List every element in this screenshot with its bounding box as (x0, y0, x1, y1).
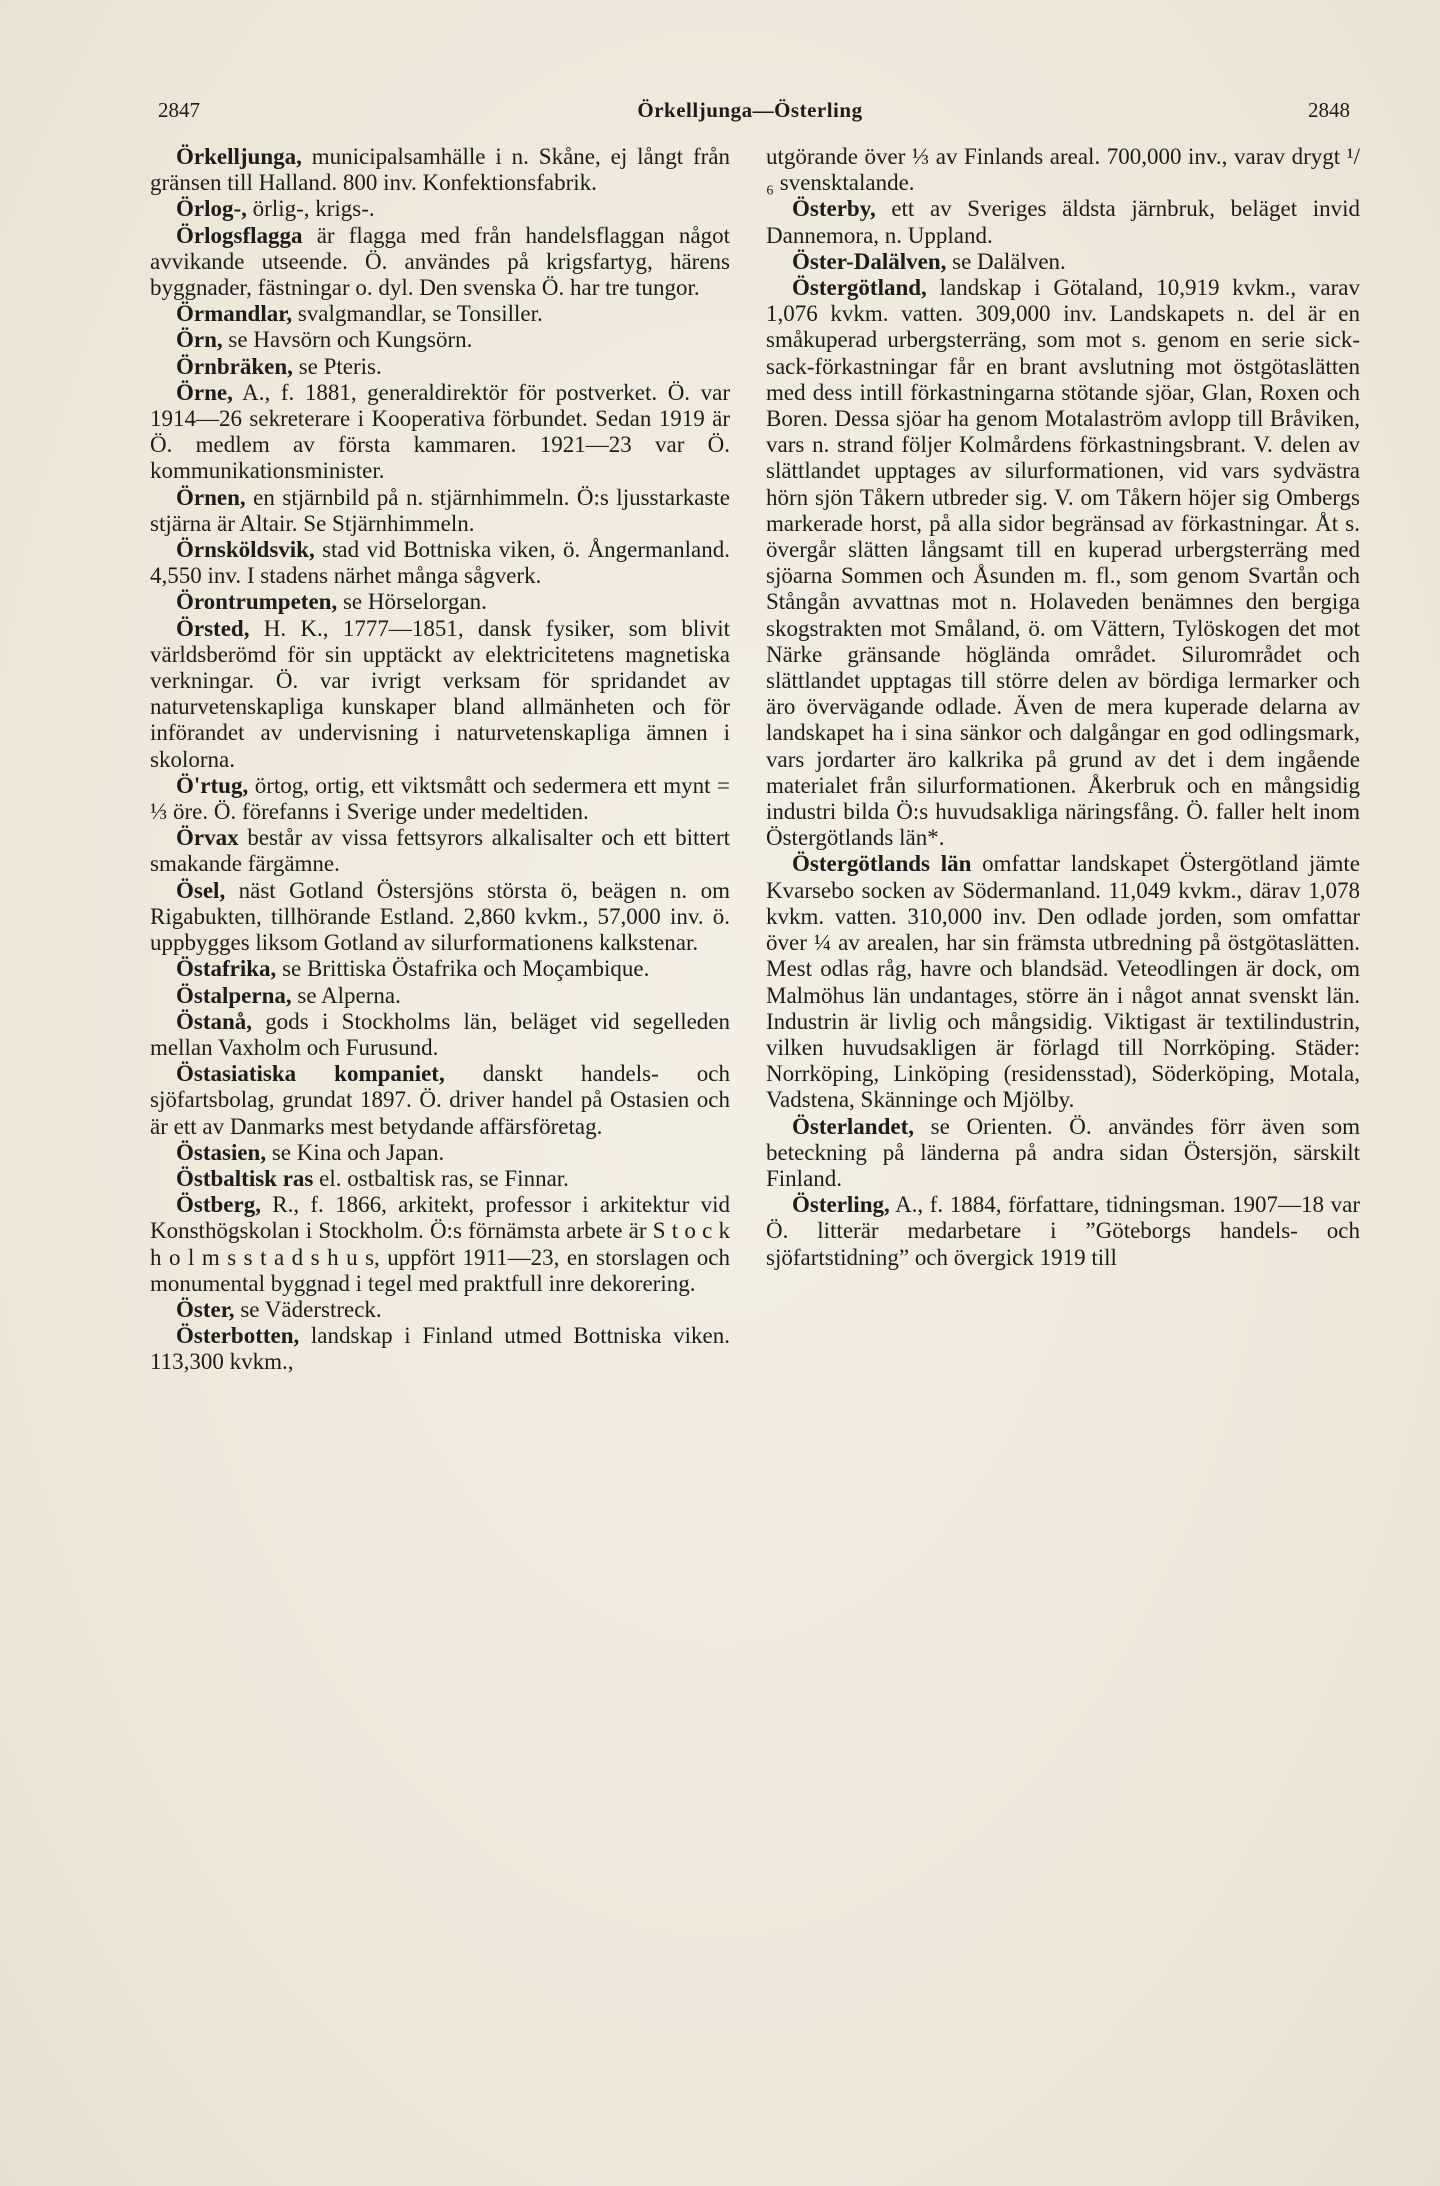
entry-headword: Örlog-, (176, 196, 247, 222)
page-header (150, 98, 1350, 132)
entry-text: danskt handels- och sjöfartsbolag, grundat 1897. Ö. driver handel på Ostasien och är ett av Danmarks mest betydande affärsföretag. (150, 1061, 730, 1139)
dictionary-entry (766, 1114, 1360, 1193)
dictionary-entry (150, 537, 730, 589)
entry-text: el. ostbaltisk ras, se Finnar. (313, 1165, 569, 1191)
entry-text: A., f. 1881, generaldirektör för postverket. Ö. var 1914—26 sekreterare i Kooperativa förbundet. Sedan 1919 är Ö. medlem av första kammaren. 1921—23 var Ö. kommunikationsminister. (150, 379, 730, 484)
dictionary-entry (150, 1192, 730, 1297)
dictionary-entry (150, 327, 730, 353)
entry-text: se Kina och Japan. (266, 1139, 445, 1165)
entry-text: landskap i Finland utmed Bottniska viken. 113,300 kvkm., (150, 1323, 730, 1375)
entry-headword: Örsted, (176, 615, 250, 641)
dictionary-entry (150, 1009, 730, 1061)
entry-text: se Brittiska Östafrika och Moçambique. (276, 956, 650, 982)
entry-text: är flagga med från handelsflaggan något avvikande utseende. Ö. användes på krigsfartyg, härens byggnader, fästningar o. dyl. Den svenska Ö. har tre tungor. (150, 222, 730, 301)
entry-headword: Örlogsflagga (176, 222, 303, 248)
entry-text: svalgmandlar, se Tonsiller. (292, 301, 543, 327)
entry-headword: Örnen, (176, 484, 246, 510)
entry-text: se Hörselorgan. (337, 589, 487, 615)
dictionary-entry (150, 380, 730, 485)
dictionary-entry (150, 301, 730, 327)
right-column (766, 144, 1360, 1271)
dictionary-entry (150, 878, 730, 957)
entry-text: A., f. 1884, författare, tidningsman. 1907—18 var Ö. litterär medarbetare i ”Göteborgs handels- och sjöfartstidning” och övergick 1919 till (766, 1192, 1360, 1270)
entry-text: näst Gotland Östersjöns största ö, beägen n. om Rigabukten, tillhörande Estland. 2,860 kvkm., 57,000 inv. ö. uppbygges liksom Gotland av silurformationens kalkstenar. (150, 877, 730, 956)
dictionary-entry (766, 851, 1360, 1113)
entry-headword: Österby, (792, 196, 876, 222)
dictionary-entry (150, 1166, 730, 1192)
entry-headword: Österbotten, (176, 1323, 300, 1349)
entry-text: utgörande över ⅓ av Finlands areal. 700,000 inv., varav drygt ¹/₆ svensktalande. (766, 144, 1360, 196)
entry-headword: Östbaltisk ras (176, 1165, 314, 1191)
dictionary-entry (150, 1323, 730, 1375)
entry-headword: Österlandet, (792, 1113, 915, 1139)
entry-headword: Ö'rtug, (176, 772, 249, 798)
entry-headword: Örvax (176, 825, 239, 851)
dictionary-entry (150, 223, 730, 302)
entry-text: örtog, ortig, ett viktsmått och sedermera ett mynt = ⅓ öre. Ö. förefanns i Sverige under medeltiden. (150, 772, 730, 825)
entry-text: se Orienten. Ö. användes förr även som beteckning på länderna på andra sidan Östersjön, särskilt Finland. (766, 1113, 1360, 1191)
entry-headword: Ösel, (176, 877, 226, 903)
dictionary-entry (150, 983, 730, 1009)
entry-headword: Öster, (176, 1296, 235, 1322)
entry-headword: Örontrumpeten, (176, 589, 338, 615)
entry-headword: Örne, (176, 379, 233, 405)
entry-text: stad vid Bottniska viken, ö. Ångermanland. 4,550 inv. I stadens närhet många sågverk. (150, 537, 730, 589)
entry-headword: Österling, (792, 1192, 890, 1218)
entry-headword: Östergötlands län (792, 851, 972, 877)
dictionary-entry (150, 196, 730, 222)
entry-text: gods i Stockholms län, beläget vid segelleden mellan Vaxholm och Furusund. (150, 1008, 730, 1060)
dictionary-entry (150, 1297, 730, 1323)
dictionary-entry (150, 1061, 730, 1140)
dictionary-entry (150, 773, 730, 825)
page-number-left: 2847 (158, 98, 200, 122)
entry-headword: Östafrika, (176, 956, 277, 982)
entry-text: H. K., 1777—1851, dansk fysiker, som blivit världsberömd för sin upptäckt av elektricitetens magnetiska verkningar. Ö. var ivrigt verksam för spridandet av naturvetenskapliga kunskaper bland allmänheten och för införandet av undervisning i naturvetenskapliga ämnen i skolorna. (150, 615, 730, 772)
dictionary-entry (150, 1140, 730, 1166)
entry-text: landskap i Götaland, 10,919 kvkm., varav 1,076 kvkm. vatten. 309,000 inv. Landskapets n. del är en småkuperad urbergsterräng, som mot s. genom en serie sick-sack-förkastningar får en brant avslutning mot östgötaslätten med dess intill förkastningarna stötande sjöar, Glan, Roxen och Boren. Dessa sjöar ha genom Motalaström avlopp till Bråviken, vars n. strand följer Kolmårdens förkastningsbrant. V. delen av slättlandet upptages av silurformationen, vid vars sydvästra hörn sjön Tåkern utbreder sig. V. om Tåkern höjer sig Ombergs markerade horst, på alla sidor begränsad av förkastningar. Åt s. övergår slätten långsamt till en kuperad urbergsterräng med sjöarna Sommen och Åsunden m. fl., som genom Svartån och Stångån avvattnas mot n. Holaveden benämnes den bergiga skogstrakten mot Småland, ö. om Vättern, Tylöskogen det mot Närke gränsande höglända området. Silurområdet och slättlandet upptagas till större delen av bördiga lermarker och äro övervägande odlade. Även de mera kuperade delarna av landskapet ha i sina sänkor och dalgångar en god odlingsmark, vars jordarter äro kalkrika på grund av det i dem ingående materialet från silurformationen. Åkerbruk och en mångsidig industri bilda Ö:s huvudsakliga näringsfång. Ö. faller helt inom Östergötlands län*. (766, 275, 1360, 851)
left-column (150, 144, 730, 1376)
entry-headword: Östasien, (176, 1139, 267, 1165)
dictionary-entry (150, 589, 730, 615)
entry-text: se Alperna. (291, 982, 401, 1008)
dictionary-entry (766, 1192, 1360, 1271)
entry-text: se Pteris. (292, 353, 382, 379)
entry-headword: Östalperna, (176, 982, 292, 1008)
entry-headword: Östasiatiska kompaniet, (176, 1061, 445, 1087)
entry-headword: Örnbräken, (176, 353, 293, 379)
entry-headword: Örn, (176, 327, 223, 353)
entry-text: består av vissa fettsyrors alkalisalter och ett bittert smakande färgämne. (150, 825, 730, 877)
entry-headword: Östanå, (176, 1008, 253, 1034)
dictionary-entry (766, 144, 1360, 196)
entry-text: municipalsamhälle i n. Skåne, ej långt från gränsen till Halland. 800 inv. Konfektionsfabrik. (150, 144, 730, 196)
entry-headword: Örmandlar, (176, 301, 293, 327)
entry-text: ett av Sveriges äldsta järnbruk, beläget invid Dannemora, n. Uppland. (766, 196, 1360, 248)
dictionary-entry (150, 825, 730, 877)
entry-text: R., f. 1866, arkitekt, professor i arkitektur vid Konsthögskolan i Stockholm. Ö:s förnämsta arbete är S t o c k h o l m s s t a d s h u s, uppfört 1911—23, en storslagen och monumental byggnad i tegel med praktfull inre dekorering. (150, 1192, 730, 1296)
dictionary-entry (150, 144, 730, 196)
entry-headword: Örkelljunga, (176, 144, 302, 169)
entry-headword: Östergötland, (792, 275, 927, 301)
dictionary-entry (766, 249, 1360, 275)
entry-headword: Örnsköldsvik, (176, 537, 315, 563)
entry-headword: Östberg, (176, 1192, 261, 1218)
dictionary-entry (766, 275, 1360, 851)
entry-text: se Väderstreck. (234, 1296, 382, 1322)
dictionary-entry (150, 956, 730, 982)
entry-headword: Öster-Dalälven, (792, 248, 947, 274)
entry-text: se Dalälven. (946, 248, 1066, 274)
entry-text: en stjärnbild på n. stjärnhimmeln. Ö:s ljusstarkaste stjärna är Altair. Se Stjärnhimmeln. (150, 484, 730, 536)
dictionary-entry (150, 616, 730, 773)
dictionary-entry (766, 196, 1360, 248)
dictionary-entry (150, 354, 730, 380)
entry-text: omfattar landskapet Östergötland jämte Kvarsebo socken av Södermanland. 11,049 kvkm., därav 1,078 kvkm. vatten. 310,000 inv. Den odlade jorden, som omfattar över ¼ av arealen, har sin främsta utbredning på östgötaslätten. Mest odlas råg, havre och blandsäd. Veteodlingen är dock, om Malmöhus län undantages, större än i något annat svenskt län. Industrin är livlig och mångsidig. Viktigast är textilindustrin, vilken huvudsakligen är förlagd till Norrköping. Städer: Norrköping, Linköping (residensstad), Söderköping, Motala, Vadstena, Skänninge och Mjölby. (766, 851, 1360, 1113)
page-number-right: 2848 (1308, 98, 1350, 122)
entry-text: örlig-, krigs-. (246, 196, 375, 222)
entry-text: se Havsörn och Kungsörn. (222, 327, 473, 353)
running-title: Örkelljunga—Österling (637, 98, 863, 122)
dictionary-entry (150, 485, 730, 537)
